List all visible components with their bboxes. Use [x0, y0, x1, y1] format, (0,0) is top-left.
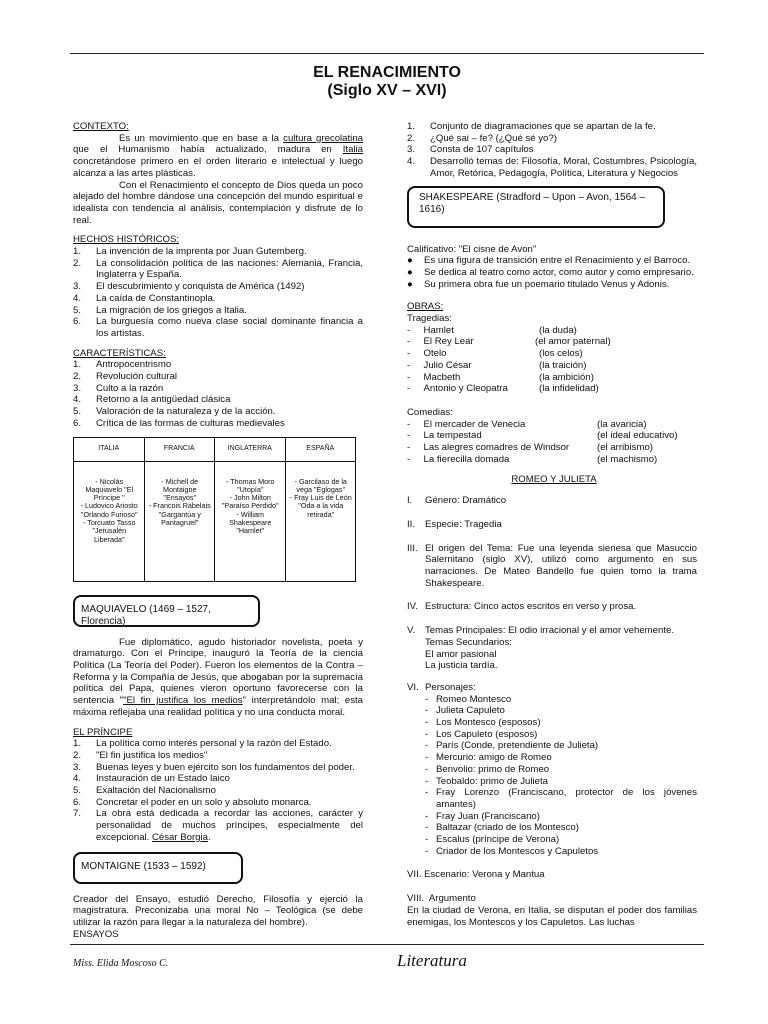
list-item	[73, 383, 363, 395]
item-number: VI.	[407, 681, 419, 693]
item-number: VII.	[407, 869, 422, 881]
tragedias-label: Tragedias:	[407, 313, 452, 325]
caracteristicas-heading: CARACTERÍSTICAS:	[73, 347, 166, 359]
work-theme: (la duda)	[539, 324, 577, 336]
principe-heading: EL PRÍNCIPE	[73, 726, 133, 738]
romeo-temas	[407, 625, 697, 672]
hechos-list	[73, 246, 363, 340]
argumento-heading	[407, 893, 697, 905]
item-number: 4.	[407, 156, 416, 168]
item-text: Consta de 107 capítulos	[430, 144, 534, 156]
table-header: INGLATERRA	[215, 437, 286, 461]
character-name: París (Conde, pretendiente de Julieta)	[436, 740, 599, 752]
list-item	[73, 762, 363, 774]
work-theme: (la ambición)	[539, 371, 594, 383]
item-number: VIII.	[407, 893, 425, 905]
contexto-text-d: Italia	[342, 144, 363, 156]
romeo-origen	[407, 543, 697, 590]
item-text: Especie: Tragedia	[425, 518, 502, 530]
item-text: Exaltación del Nacionalismo	[96, 785, 216, 797]
item-number: 7.	[73, 808, 82, 820]
character-name: Escalus (príncipe de Verona)	[436, 834, 560, 846]
work-title-text: El mercader de Venecia	[423, 418, 526, 430]
contexto-text-e: concretándose primero en el orden literario e intelectual y luego alcanza a las artes plásticas.	[73, 156, 363, 179]
maquiavelo-box-label: MAQUIAVELO (1469 – 1527, Florencia)	[81, 603, 211, 627]
list-item: - Criador de los Montescos y Capuletos	[407, 846, 697, 858]
item-text: La caída de Constantinopla.	[96, 292, 216, 304]
table-header: ITALIA	[74, 437, 145, 461]
work-title: - Macbeth	[407, 371, 461, 383]
item-text: ¿Qué sai – fe? (¿Qué sé yo?)	[430, 132, 557, 144]
item-text: El origen del Tema: Fue una leyenda sienesa que Masuccio Salernitano (siglo XV), utilizó como argumento en sus narraciones. De Mateo Bandello fue quien tomo la trama Shakespeare.	[425, 542, 697, 589]
item-text: Concretar el poder en un solo y absoluto monarca.	[96, 796, 312, 808]
character-name: Teobaldo: primo de Julieta	[436, 775, 548, 787]
bullet-icon: ●	[407, 255, 413, 267]
work-theme: (la traición)	[539, 359, 587, 371]
list-item	[407, 267, 697, 279]
item-text: Retorno a la antigüedad clásica	[96, 394, 231, 406]
item-number: 1.	[73, 246, 82, 258]
item-text	[425, 625, 697, 672]
item-text: Desarrolló temas de: Filosofía, Moral, Costumbres, Psicología, Amor, Retórica, Pedagogía, Política, Literatura y Negocios	[430, 156, 697, 179]
hechos-section	[73, 234, 363, 339]
escenario-text: Escenario: Verona y Mantua	[424, 869, 545, 881]
work-theme: (el ideal educativo)	[597, 430, 678, 442]
top-rule	[70, 53, 704, 54]
list-item	[73, 246, 363, 258]
item-number: II.	[407, 518, 415, 530]
romeo-argumento	[407, 893, 697, 929]
item-text	[407, 869, 697, 881]
character-name: Los Montesco (esposos)	[436, 717, 541, 729]
work-title: - Antonio y Cleopatra	[407, 383, 508, 395]
item-number: V.	[407, 625, 416, 637]
list-item	[407, 336, 697, 348]
item-text: Buenas leyes y buen ejército son los fundamentos del poder.	[96, 761, 355, 773]
work-title: - Julio César	[407, 359, 472, 371]
item-text	[96, 808, 363, 843]
item-text: La migración de los griegos a Italia.	[96, 304, 247, 316]
character-name: Romeo Montesco	[436, 693, 512, 705]
item-number: III.	[407, 542, 418, 554]
list-item: - Mercurio: amigo de Romeo	[407, 752, 697, 764]
item-text: "El fin justifica los medios"	[96, 749, 208, 761]
maquiavelo-text-b: "El fin justifica los medios	[123, 695, 243, 707]
list-item: - Fray Lorenzo (Franciscano, protector de los jóvenes amantes)	[425, 787, 697, 810]
caracteristicas-section	[73, 348, 363, 430]
list-item	[73, 808, 363, 843]
work-theme: (la infidelidad)	[539, 383, 599, 395]
item-number: I.	[407, 495, 413, 507]
contexto-text-c: que el Humanismo había actualizado, madura en	[73, 144, 343, 156]
bullet-icon: ●	[407, 266, 413, 278]
authors-table	[73, 437, 356, 582]
list-item	[73, 305, 363, 317]
item-text: Instauración de un Estado laico	[96, 773, 230, 785]
item-number: 2.	[407, 132, 416, 144]
work-theme: (el amor paternal)	[535, 336, 611, 348]
character-name: Julieta Capuleto	[436, 705, 505, 717]
personajes-list	[407, 694, 697, 858]
list-item	[73, 785, 363, 797]
romeo-section	[407, 474, 697, 928]
item-text: Personajes:	[425, 681, 476, 693]
item-number: 6.	[73, 417, 82, 429]
romeo-escenario	[407, 869, 697, 881]
work-title-text: Las alegres comadres de Windsor	[423, 442, 570, 454]
item-text: Conjunto de diagramaciones que se apartan de la fe.	[430, 121, 656, 132]
work-theme: (los celos)	[539, 348, 583, 360]
list-item	[73, 359, 363, 371]
list-item	[407, 325, 697, 337]
ensayos-list	[407, 121, 697, 180]
temas-secundarios-1: El amor pasional	[425, 648, 497, 660]
item-number: 1.	[407, 121, 416, 132]
caracteristicas-list	[73, 359, 363, 429]
item-text: Valoración de la naturaleza y de la acción.	[96, 406, 276, 418]
item-text: Revolución cultural	[96, 371, 178, 383]
list-item	[407, 419, 697, 431]
item-number: 4.	[73, 292, 82, 304]
romeo-especie	[407, 519, 697, 531]
list-item	[407, 279, 697, 291]
list-item	[73, 281, 363, 293]
montaigne-box-label: MONTAIGNE (1533 – 1592)	[81, 860, 206, 872]
list-item	[73, 418, 363, 430]
list-item	[407, 454, 697, 466]
item-number: 3.	[407, 144, 416, 156]
item-text: Es una figura de transición entre el Renacimiento y el Barroco.	[424, 255, 691, 267]
item-number: 4.	[73, 394, 82, 406]
item-number: 3.	[73, 382, 82, 394]
list-item	[407, 121, 697, 133]
list-item	[407, 442, 697, 454]
list-item: - Romeo Montesco	[407, 694, 697, 706]
list-item: - Fray Juan (Franciscano)	[407, 811, 697, 823]
list-item: - Escalus (príncipe de Verona)	[407, 834, 697, 846]
shakespeare-box-label: SHAKESPEARE (Stradford – Upon – Avon, 1564 –1616)	[419, 191, 646, 215]
work-title-text: Julio César	[423, 359, 472, 371]
list-item: - Los Montesco (esposos)	[407, 717, 697, 729]
temas-principales: Temas Principales: El odio irracional y el amor vehemente.	[425, 625, 675, 637]
list-item: - Benvolio: primo de Romeo	[407, 764, 697, 776]
page-title	[70, 64, 704, 101]
item-number: 5.	[73, 304, 82, 316]
item-text: Se dedica al teatro como actor, como autor y como empresario.	[424, 266, 694, 278]
list-item	[407, 348, 697, 360]
list-item: - Teobaldo: primo de Julieta	[407, 776, 697, 788]
list-item: - Julieta Capuleto	[407, 705, 697, 717]
item-text: Antropocentrismo	[96, 359, 172, 371]
list-item	[73, 258, 363, 281]
table-header-row	[74, 437, 356, 461]
table-cell-espana: - Garcilaso de la vega "Églogas" - Fray Luis de León "Oda a la vida retirada"	[285, 461, 356, 581]
tragedias-list	[407, 325, 697, 395]
work-title-text: Macbeth	[423, 371, 461, 383]
list-item	[73, 371, 363, 383]
title-line-2: (Siglo XV – XVI)	[327, 82, 447, 100]
item-text: Culto a la razón	[96, 382, 164, 394]
list-item	[407, 255, 697, 267]
item-text: Estructura: Cinco actos escritos en verso y prosa.	[425, 601, 637, 613]
contexto-paragraph-2: Con el Renacimiento el concepto de Dios queda un poco alejado del hombre dándose una concepción del mundo espiritual e idealista con tendencia al análisis, contemplación y disfrute de lo real.	[73, 179, 363, 226]
work-theme: (el arribismo)	[597, 442, 653, 454]
footer-author: Miss. Elida Moscoso C.	[73, 958, 169, 969]
character-name: Benvolio: primo de Romeo	[436, 763, 550, 775]
romeo-genero	[407, 495, 697, 507]
maquiavelo-box	[73, 595, 260, 627]
work-title: - Hamlet	[407, 324, 454, 336]
right-column	[407, 121, 697, 929]
table-cell-italia: - Nicolás Maquiavelo "El Príncipe " - Ludovico Ariosto "Orlando Furioso" - Torcuato Tasso "Jerusalén Liberada"	[74, 461, 145, 581]
contexto-section	[73, 121, 363, 226]
work-title-text: Antonio y Cleopatra	[423, 383, 508, 395]
list-item	[73, 750, 363, 762]
romeo-personajes	[407, 682, 697, 694]
list-item: - Baltazar (criado de los Montesco)	[407, 822, 697, 834]
maquiavelo-text-a: Fue diplomático, agudo historiador novelista, poeta y dramaturgo. Con el Príncipe, inauguró la Teoría de la ciencia Política (La Teoría del Poder). Fueron los elementos de la Contra – Reforma y la Compañía de Jesús, que abogaban por la supremacía política del Papa, quienes vieron oportuno favorecerse con la sentencia "	[73, 636, 363, 707]
left-column	[73, 121, 363, 940]
shakespeare-box	[407, 186, 665, 228]
table-cell-francia: - Michell de Montaigne "Ensayos" - Francois Rabelais "Gargantúa y Pantagruel"	[144, 461, 215, 581]
list-item	[73, 394, 363, 406]
table-header: ESPAÑA	[285, 437, 356, 461]
list-item	[407, 156, 697, 179]
work-title-text: La fierecilla domada	[423, 453, 510, 465]
list-item	[73, 738, 363, 750]
item-text: La invención de la imprenta por Juan Gutemberg.	[96, 246, 307, 258]
item-number: 6.	[73, 316, 82, 328]
list-item: - París (Conde, pretendiente de Julieta)	[407, 740, 697, 752]
shakespeare-bullets	[407, 255, 697, 290]
item-text: El descubrimiento y conquista de América (1492)	[96, 281, 305, 293]
character-name: Fray Juan (Franciscano)	[436, 810, 540, 822]
hechos-heading: HECHOS HISTÓRICOS:	[73, 234, 180, 246]
item-number: 6.	[73, 796, 82, 808]
borgia-name: César Borgia	[152, 831, 208, 843]
work-theme: (la avaricia)	[597, 418, 647, 430]
table-row	[74, 461, 356, 581]
comedias-list	[407, 419, 697, 466]
table-cell-inglaterra: - Thomas Moro "Utopía" - John Milton "Paraíso Perdido" - William Shakespeare "Hamlet"	[215, 461, 286, 581]
work-title: - Las alegres comadres de Windsor	[407, 442, 570, 454]
item-number: 2.	[73, 749, 82, 761]
item-number: IV.	[407, 601, 418, 613]
work-title: - La tempestad	[407, 430, 482, 442]
montaigne-box	[73, 852, 243, 884]
romeo-estructura	[407, 601, 697, 613]
item-number: 2.	[73, 257, 82, 269]
work-title: - La fierecilla domada	[407, 453, 510, 465]
list-item	[407, 144, 697, 156]
list-item	[407, 430, 697, 442]
item-text: La consolidación política de las naciones: Alemania, Francia, Inglaterra y España.	[96, 257, 363, 281]
item-text: Crítica de las formas de culturas medievales	[96, 417, 285, 429]
character-name: Baltazar (criado de los Montesco)	[436, 822, 579, 834]
item-number: 3.	[73, 761, 82, 773]
list-item: - Los Capuleto (esposos)	[407, 729, 697, 741]
work-title-text: El Rey Lear	[423, 336, 474, 348]
contexto-heading: CONTEXTO:	[73, 121, 129, 132]
list-item	[407, 133, 697, 145]
work-theme: (el machismo)	[597, 453, 658, 465]
calificativo: Calificativo: "El cisne de Avon"	[407, 243, 537, 255]
work-title: - El mercader de Venecia	[407, 418, 526, 430]
item-number: 1.	[73, 738, 82, 750]
contexto-paragraph-1	[73, 133, 363, 180]
maquiavelo-text-c: " interpretándolo mal; esta máxima reflejaba una realidad política y no una conducta moral.	[73, 695, 363, 718]
montaigne-paragraph: Creador del Ensayo, estudió Derecho, Filosofía y ejerció la magistratura. Preconizaba una moral No – Teológica (se debe utilizar la razón para llegar a la naturaleza del hombre).	[73, 893, 363, 928]
character-name: Mercurio: amigo de Romeo	[436, 752, 552, 764]
item-text-main: La obra está dedicada a recordar las acciones, carácter y personalidad de muchos príncipes, especialmente del excepcional.	[96, 808, 363, 843]
title-line-1: EL RENACIMIENTO	[313, 64, 461, 81]
character-name: Fray Lorenzo (Franciscano, protector de los jóvenes amantes)	[436, 787, 697, 810]
list-item	[407, 383, 697, 395]
list-item	[407, 360, 697, 372]
obras-heading: OBRAS:	[407, 301, 444, 313]
temas-secundarios-label: Temas Secundarios:	[425, 636, 512, 648]
footer-rule	[70, 944, 704, 945]
footer-subject: Literatura	[397, 951, 467, 970]
bullet-icon: ●	[407, 278, 413, 290]
list-item	[407, 372, 697, 384]
maquiavelo-paragraph	[73, 637, 363, 719]
item-number: 2.	[73, 371, 82, 383]
item-text: Su primera obra fue un poemario titulado Venus y Adonis.	[424, 278, 670, 290]
list-item	[73, 406, 363, 418]
list-item	[73, 293, 363, 305]
principe-section	[73, 727, 363, 844]
item-text: Género: Dramático	[425, 495, 507, 507]
ensayos-heading: ENSAYOS	[73, 928, 119, 940]
contexto-text-b: cultura grecolatina	[283, 132, 363, 144]
obras-section	[407, 301, 697, 465]
item-number: 5.	[73, 406, 82, 418]
work-title: - Otelo	[407, 348, 447, 360]
character-name: Los Capuleto (esposos)	[436, 728, 538, 740]
contexto-text-a: Es un movimiento que en base a la	[119, 132, 284, 144]
list-item	[73, 316, 363, 339]
character-name: Criador de los Montescos y Capuletos	[436, 845, 599, 857]
item-text: La política como interés personal y la razón del Estado.	[96, 738, 332, 750]
comedias-label: Comedias:	[407, 406, 453, 418]
item-number: 5.	[73, 785, 82, 797]
list-item	[73, 797, 363, 809]
item-number: 3.	[73, 281, 82, 293]
temas-secundarios-2: La justicia tardía.	[425, 660, 498, 672]
item-number: 1.	[73, 359, 82, 371]
table-header: FRANCIA	[144, 437, 215, 461]
item-number: 4.	[73, 773, 82, 785]
principe-list	[73, 738, 363, 843]
work-title-text: Otelo	[423, 348, 447, 360]
list-item	[73, 773, 363, 785]
argumento-text: En la ciudad de Verona, en Italia, se disputan el poder dos familias enemigas, los Montescos y los Capuletos. Las luchas	[407, 904, 697, 928]
romeo-heading: ROMEO Y JULIETA	[511, 474, 597, 486]
work-title-text: La tempestad	[423, 430, 482, 442]
item-text: La burguesía como nueva clase social dominante financia a los artistas.	[96, 316, 363, 339]
work-title: - El Rey Lear	[407, 336, 474, 348]
item-text-end: .	[208, 831, 211, 843]
work-title-text: Hamlet	[423, 324, 454, 336]
argumento-label: Argumento	[428, 893, 476, 905]
